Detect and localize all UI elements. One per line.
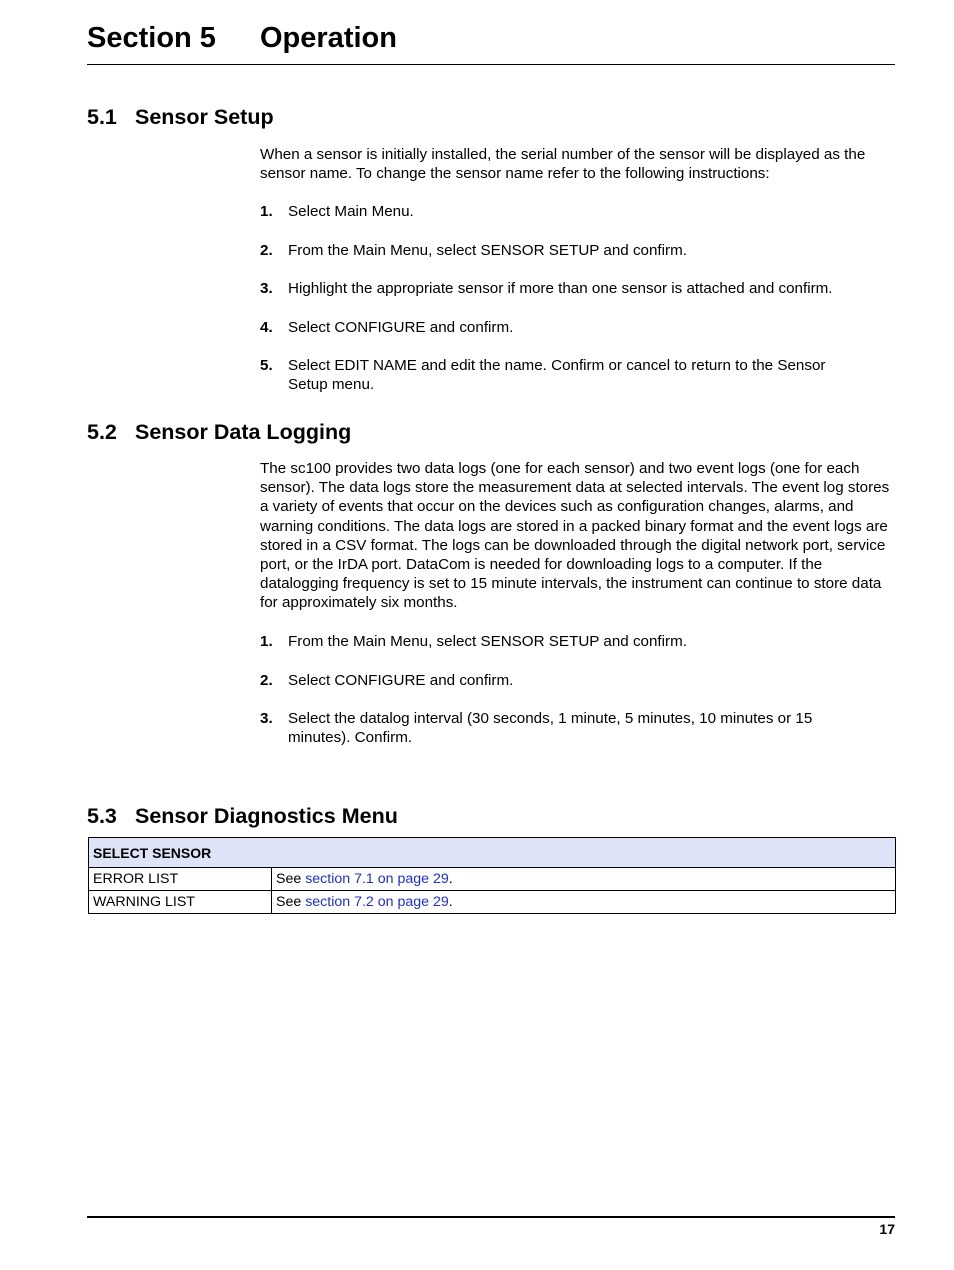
section-link[interactable]: section 7.2 on page 29 xyxy=(305,894,449,910)
menu-item: ERROR LIST xyxy=(89,868,272,891)
table-row xyxy=(89,891,896,914)
sensor-setup-step xyxy=(260,279,900,298)
heading-number: 5.2 xyxy=(87,420,117,444)
section-title: Operation xyxy=(260,22,397,54)
sensor-setup-intro: When a sensor is initially installed, the serial number of the sensor will be displayed as the sensor name. To change the sensor name refer to the following instructions: xyxy=(260,146,866,183)
see-text: See xyxy=(276,894,306,910)
menu-item: WARNING LIST xyxy=(89,891,272,914)
end-punct: . xyxy=(448,894,453,910)
step-number: 2. xyxy=(260,672,273,689)
menu-description xyxy=(272,868,896,891)
sensor-setup-step xyxy=(260,356,860,394)
heading-title: Sensor Diagnostics Menu xyxy=(135,804,398,828)
step-number: 1. xyxy=(260,633,273,650)
step-text: From the Main Menu, select SENSOR SETUP and confirm. xyxy=(288,633,687,650)
heading-sensor-setup xyxy=(87,104,274,130)
step-text: Select EDIT NAME and edit the name. Confirm or cancel to return to the Sensor Setup menu. xyxy=(288,357,826,394)
page-header xyxy=(87,20,895,65)
step-number: 4. xyxy=(260,319,273,336)
heading-title: Sensor Data Logging xyxy=(135,420,352,444)
heading-sensor-diagnostics-menu xyxy=(87,803,398,829)
table-header-row xyxy=(89,838,896,868)
heading-sensor-data-logging xyxy=(87,419,351,445)
data-logging-step xyxy=(260,709,826,747)
step-text: Highlight the appropriate sensor if more than one sensor is attached and confirm. xyxy=(288,280,833,297)
section-link[interactable]: section 7.1 on page 29 xyxy=(305,871,449,887)
sensor-setup-step xyxy=(260,318,900,337)
data-logging-step xyxy=(260,632,900,651)
footer-rule xyxy=(87,1216,895,1218)
data-logging-step xyxy=(260,671,900,690)
step-text: Select the datalog interval (30 seconds, 1 minute, 5 minutes, 10 minutes or 15 minutes). Confirm. xyxy=(288,710,813,747)
see-text: See xyxy=(276,871,306,887)
step-text: Select CONFIGURE and confirm. xyxy=(288,319,514,336)
menu-description xyxy=(272,891,896,914)
heading-number: 5.3 xyxy=(87,804,117,828)
sensor-setup-step xyxy=(260,241,900,260)
step-number: 3. xyxy=(260,280,273,297)
step-number: 5. xyxy=(260,357,273,374)
sensor-setup-step xyxy=(260,202,900,221)
step-number: 2. xyxy=(260,242,273,259)
step-text: From the Main Menu, select SENSOR SETUP and confirm. xyxy=(288,242,687,259)
end-punct: . xyxy=(448,871,453,887)
table-header: SELECT SENSOR xyxy=(89,838,896,868)
section-label: Section 5 xyxy=(87,22,216,54)
step-text: Select CONFIGURE and confirm. xyxy=(288,672,514,689)
heading-title: Sensor Setup xyxy=(135,105,274,129)
step-text: Select Main Menu. xyxy=(288,203,414,220)
heading-number: 5.1 xyxy=(87,105,117,129)
step-number: 1. xyxy=(260,203,273,220)
diagnostics-table xyxy=(88,837,896,914)
step-number: 3. xyxy=(260,710,273,727)
table-row xyxy=(89,868,896,891)
data-logging-intro: The sc100 provides two data logs (one for each sensor) and two event logs (one for each sensor). The data logs store the measurement data at selected intervals. The event log stores a variety of events that occur on the devices such as configuration changes, alarms, and warning conditions. The data logs are stored in a packed binary format and the event logs are stored in a CSV format. The logs can be downloaded through the digital network port, service port, or the IrDA port. DataCom is needed for downloading logs to a computer. If the datalogging frequency is set to 15 minute intervals, the instrument can continue to store data for approximately six months. xyxy=(260,460,890,612)
page-number: 17 xyxy=(879,1221,895,1237)
